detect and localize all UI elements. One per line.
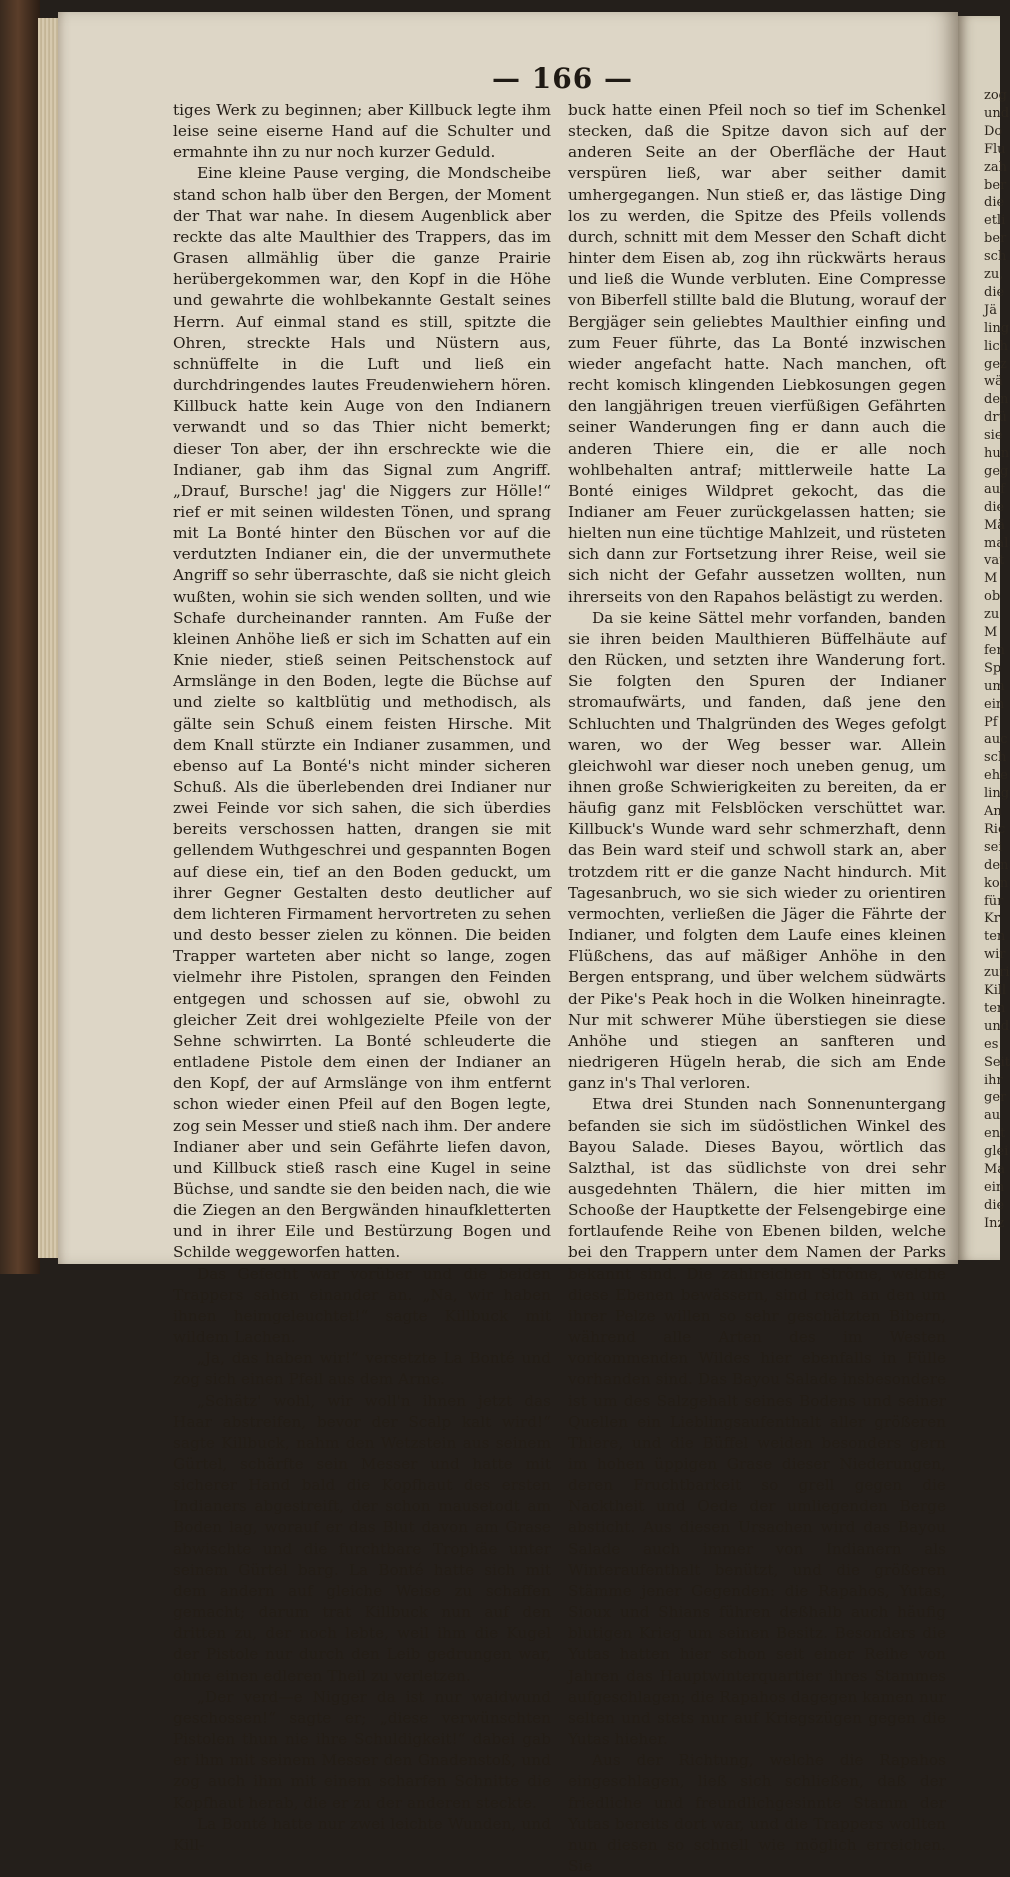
facing-page-fragment: ihr [984,1072,1003,1088]
book-binding-edge [0,0,40,1274]
facing-page-fragment: Flu [984,141,1006,157]
facing-page-fragment: den [984,857,1009,873]
facing-page-fragment: sie [984,428,1003,444]
facing-page-fragment: ling [984,320,1010,336]
page-number: — 166 — [492,62,633,95]
paragraph: Eine kleine Pause verging, die Mondscheibe stand schon halb über den Bergen, der Moment der That war nahe. In diesem Augenblick aber reckte das alte Maulthier des Trappers, das im Grasen allmählig über die ganze Prairie herübergekommen war, den Kopf in die Höhe und gewahrte die wohlbekannte Gestalt seines Herrn. Auf einmal stand es still, spitzte die Ohren, streckte Hals und Nüstern aus, schnüffelte in die Luft und ließ ein durchdringendes lautes Freudenwiehern hören. Killbuck hatte kein Auge von den Indianern verwandt und so das Thier nicht bemerkt; dieser Ton aber, der ihn erschreckte wie die Indianer, gab ihm das Signal zum Angriff. „Drauf, Bursche! jag' die Niggers zur Hölle!“ rief er mit seinen wildesten Tönen, und sprang mit La Bonté hinter den Büschen vor auf die verdutzten Indianer ein, die der unvermuthete Angriff so sehr überraschte, daß sie nicht gleich wußten, wohin sie sich wenden sollten, und wie Schafe durcheinander rannten. Am Fuße der kleinen Anhöhe ließ er sich im Schatten auf ein Knie nieder, stieß seinen Peitschenstock auf Armslänge in den Boden, legte die Büchse auf und zielte so kaltblütig und methodisch, als gälte sein Schuß einem feisten Hirsche. Mit dem Knall stürzte ein Indianer zusammen, und ebenso auf La Bonté's nicht minder sicheren Schuß. Als die überlebenden drei Indianer nur zwei Feinde vor sich sahen, die sich überdies bereits verschossen hatten, drangen sie mit gellendem Wuthgeschrei und gespannten Bogen auf diese ein, tief an den Boden geduckt, um ihrer Gegner Gestalten desto deutlicher auf dem lichteren Firmament hervortreten zu sehen und desto besser zielen zu können. Die beiden Trapper warteten aber nicht so lange, zogen vielmehr ihre Pistolen, sprangen den Feinden entgegen und schossen auf sie, obwohl zu gleicher Zeit drei wohlgezielte Pfeile von der Sehne schwirrten. La Bonté schleuderte die entladene Pistole dem einen der Indianer an den Kopf, der auf Armslänge von ihm entfernt schon wieder einen Pfeil auf den Bogen legte, zog sein Messer und stieß nach ihm. Der andere Indianer aber und sein Gefährte liefen davon, und Killbuck stieß rasch eine Kugel in seine Büchse, und sandte sie den beiden nach, die wie die Ziegen an den Bergwänden hinaufkletterten und in ihrer Eile und Bestürzung Bogen und Schilde weggeworfen hatten. [173,164,551,1262]
facing-page-fragment: die [984,195,1005,211]
facing-page-fragment: etli [984,213,1006,229]
facing-page-fragment: Do [984,123,1003,139]
facing-page-fragment: mal [984,535,1009,551]
facing-page-fragment: Sp [984,660,1002,676]
facing-page-fragment: und [984,1018,1010,1034]
facing-page-fragment: die [984,284,1005,300]
paragraph: „Ja, das haben wir!“ versetzte La Bonté und zog sich einen Pfeil aus dem Arme. [173,1349,551,1389]
facing-page-fragment: die [984,1197,1005,1213]
facing-page-fragment: es [984,1036,999,1052]
facing-page-fragment: gez [984,356,1007,372]
facing-page-fragment: glei [984,1144,1009,1160]
facing-page-fragment: sei [984,839,1003,855]
right-text-column [568,100,946,1877]
facing-page-fragment: auc [984,732,1008,748]
facing-page-fragment: Pf [984,714,998,730]
facing-page-fragment: Ma [984,1162,1006,1177]
facing-page-fragment: kon [984,875,1009,891]
facing-page-fragment: au [984,1108,1001,1124]
paragraph: tiges Werk zu beginnen; aber Killbuck legte ihm leise seine eiserne Hand auf die Schulter und ermahnte ihn zu nur noch kurzer Geduld. [173,101,551,162]
facing-page-fragment: die [984,499,1005,515]
facing-page-fragment: um [984,678,1005,694]
facing-page-fragment: ten [984,929,1006,945]
facing-page-fragment: für [984,893,1004,909]
facing-page-fragment: und [984,105,1010,121]
facing-page-fragment: wä [984,374,1003,390]
page-stack-edge [38,18,60,1258]
facing-page-fragment: Ric [984,821,1006,837]
facing-page-edge [958,16,1010,1260]
facing-page-fragment: wir [984,947,1006,963]
paragraph: La Bonté hatte nur zwei leichte Wunden, und Kill- [173,1814,551,1854]
facing-page-fragment: zog [984,88,1007,103]
facing-page-fragment: ber [984,177,1007,193]
facing-page-fragment: Kill [984,983,1007,998]
facing-page-fragment: ling [984,786,1010,802]
facing-page-fragment: Jä [984,302,997,318]
paragraph: „Schätz' wohl, wir woll'n ihnen jetzt das Haar abstreifen, bevor der Scalp kalt wird!“ sagte Killbuck, nahm den Wetzstein aus seinem Gürtel, schärfte sein Messer und hatte mit sicherer Hand bald die Kopfhaut des ersten Indianers abgestreift, der schon mausetodt am Boden lag, worauf er das Blut davon am Grase abwischte und die furchtbare Trophäe unter seinem Gürtel barg. La Bonté hatte sich mit dem andern auf gleiche Weise zu schaffen gemacht; darum trat Killbuck nun auf den dritten zu, der noch lebte, weil ihm die Kugel der Pistole nur durch den Leib gedrungen war, ohne einen edleren Theil zu verletzen. [173,1391,551,1685]
facing-page-fragment: drü [984,410,1007,426]
facing-page-fragment: sch [984,750,1007,766]
facing-page-fragment: zu [984,607,1000,623]
facing-page-fragment: hun [984,446,1010,461]
facing-page-fragment: den [984,392,1009,408]
facing-page-fragment: geg [984,463,1009,479]
facing-page-fragment: Mä [984,517,1006,533]
facing-page-fragment: ten [984,1000,1006,1016]
left-text-column [173,100,551,1856]
facing-page-fragment: Inz [984,1215,1005,1231]
paragraph: Das Gefecht war vorüber und die beiden Trappers sahen einander an. „Na, wir haben ihnen heimgeleuchtet!“ sagte Killbuck mit wildem Lachen. [173,1264,551,1347]
facing-page-fragment: ger [984,1090,1007,1106]
facing-page-fragment: fen [984,642,1005,658]
paragraph: Da sie keine Sättel mehr vorfanden, banden sie ihren beiden Maulthieren Büffelhäute auf den Rücken, und setzten ihre Wanderung fort. Sie folgten den Spuren der Indianer stromaufwärts, und fanden, daß jene den Schluchten und Thalgründen des Weges gefolgt waren, wo der Weg besser war. Allein gleichwohl war dieser noch uneben genug, um ihnen große Schwierigkeiten zu bereiten, da er häufig ganz mit Felsblöcken verschüttet war. Killbuck's Wunde ward sehr schmerzhaft, denn das Bein ward steif und schwoll stark an, aber trotzdem ritt er die ganze Nacht hindurch. Mit Tagesanbruch, wo sie sich wieder zu orientiren vermochten, verließen die Jäger die Fährte der Indianer, und folgten dem Laufe eines kleinen Flüßchens, das auf mäßiger Anhöhe in den Bergen entsprang, und über welchem südwärts der Pike's Peak hoch in die Wolken hineinragte. Nur mit schwerer Mühe überstiegen sie diese Anhöhe und stiegen an sanfteren und niedrigeren Hügeln herab, die sich am Ende ganz in's Thal verloren. [568,608,946,1093]
facing-page-fragment: ein [984,696,1005,712]
paragraph: buck hatte einen Pfeil noch so tief im Schenkel stecken, daß die Spitze davon sich auf der anderen Seite an der Oberfläche der Haut verspüren ließ, war aber seither damit umhergegangen. Nun stieß er, das lästige Ding los zu werden, die Spitze des Pfeils vollends durch, schnitt mit dem Messer den Schaft dicht hinter dem Eisen ab, zog ihn rückwärts heraus und ließ die Wunde verbluten. Eine Compresse von Biberfell stillte bald die Blutung, worauf der Bergjäger sein geliebtes Maulthier einfing und zum Feuer führte, das La Bonté inzwischen wieder angefacht hatte. Nach manchen, oft recht komisch klingenden Liebkosungen gegen den langjährigen treuen vierfüßigen Gefährten seiner Wanderungen fing er dann auch die anderen Thiere ein, die er alle noch wohlbehalten antraf; mittlerweile hatte La Bonté einiges Wildpret gekocht, das die Indianer am Feuer zurückgelassen hatten; sie hielten nun eine tüchtige Mahlzeit, und rüsteten sich dann zur Fortsetzung ihrer Reise, weil sie sich nicht der Gefahr aussetzen wollten, nun ihrerseits von den Rapahos belästigt zu werden. [568,101,946,606]
facing-page-fragment: M [984,571,998,587]
paragraph: Etwa drei Stunden nach Sonnenuntergang befanden sie sich im südöstlichen Winkel des Bayou Salade. Dieses Bayou, wörtlich das Salzthal, ist das südlichste von drei sehr ausgedehnten Thälern, die hier mitten im Schooße der Hauptkette der Felsengebirge eine fortlaufende Reihe von Ebenen bilden, welche bei den Trappern unter dem Namen der Parks bekannt sind. Die zahlreichen Ströme, welche diese Ebenen bewässern, sind reich an den um ihrer Pelze willen so sehr geschätzten Bibern, während alle Arten des im Westen vorkommenden Wildes hier ebenfalls in Fülle vorhanden sind. Das Bayou Salade insbesondere ist um des Salzgehalt seines Bodens und seiner Quellen ein Lieblingsaufenthalt aller größeren Thiere, und die Büffel weiden besonders gern im hohen üppigen Grase dieser Niederungen, deren Fruchtbarkeit so grell gegen die Nacktheit und Oede der umliegenden Berge absticht. Aus diesen Ursachen wird das Bayou Salade auch immer von Indianern als Winteraufenthalt benützt, und die größeren Stämme jener Gegenden: die Rapahos, Yutas, Sioux und Shians führen deßhalb auch häufig blutigen Krieg um seinen Besitz. Besonders die Yutas hatten hier schon seit einer Reihe von Jahren das Hauptwinterquartier ihres Stammes aufgeschlagen; die Rapahos dagegen kamen nur selten und stets nur auf Kriegszügen gegen die Yutas hieher. [568,1095,946,1749]
paragraph: Aus der Richtung, welche die Rapahos eingeschlagen, ließ sich schließen, daß der friedliche und freundlichgesinnte Stamm der Yutas bereits dort war, und die Trappers wollten nun diesen so schnell wie möglich erreichen. Sie [568,1751,946,1875]
facing-page-fragment: zu, [984,267,1004,282]
facing-page-fragment: sch [984,249,1007,265]
facing-page-fragment: ob [984,589,1001,605]
facing-page-fragment: vat [984,553,1005,569]
facing-page-fragment: An [984,804,1002,819]
facing-page-fragment: ber [984,231,1007,247]
paragraph: „Der verd—e Nigger da ist nur waidwund geschossen!“ sagte er; „diese verwünschten Pistolen thun nie ihre Schuldigkeit!“ dabei gab er ihm mit seinem Messer den Gnadenstoß, und zog auch ihm mit einem scharfen Schnitte die Kopfhaut herab, die er zu der anderen steckte. [173,1687,551,1812]
facing-page-fragment: zuri [984,965,1010,981]
facing-page-fragment: Seit [984,1054,1010,1070]
facing-page-fragment: ehe [984,768,1008,784]
facing-page-fragment: auf [984,481,1005,497]
facing-page-fragment: lich [984,338,1008,354]
facing-page-fragment: M [984,625,998,640]
facing-page-fragment: ein [984,1179,1005,1195]
facing-page-fragment: Kr [984,911,1000,927]
facing-page-fragment: ent [984,1126,1006,1142]
facing-page-fragment: zah [984,159,1007,175]
